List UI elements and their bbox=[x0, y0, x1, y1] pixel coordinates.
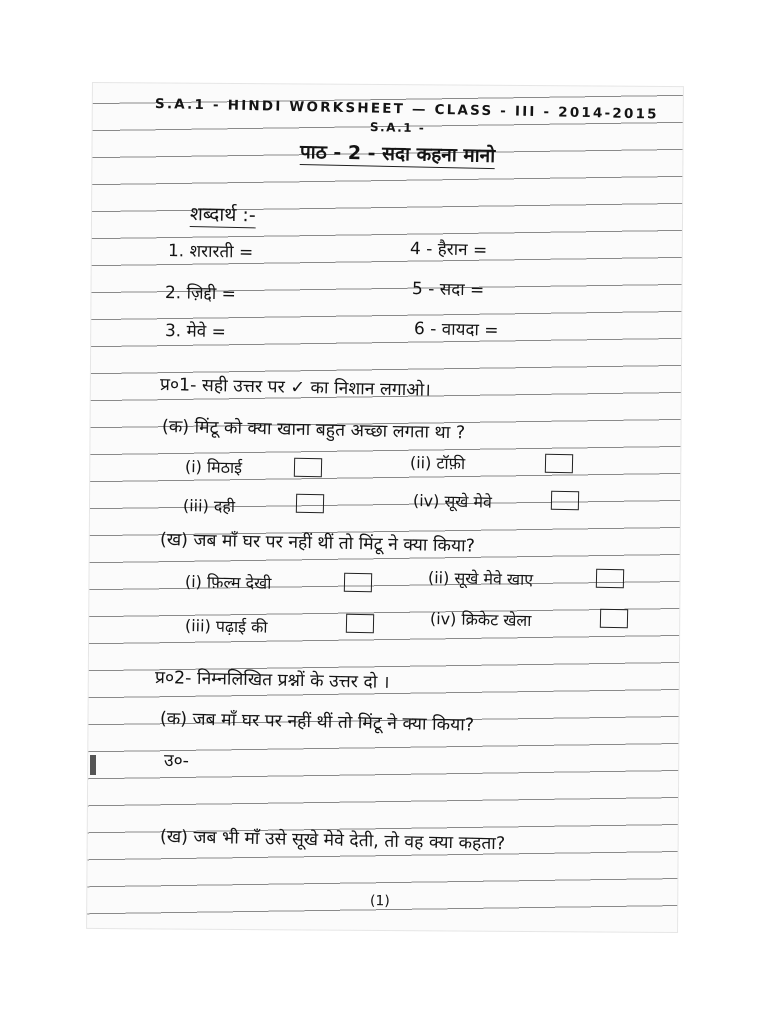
worksheet-title: S.A.1 - HINDI WORKSHEET — CLASS - III - 2014-2015 bbox=[154, 96, 659, 123]
vocab-item-3: 3. मेवे = bbox=[164, 321, 227, 343]
worksheet-subtitle: S.A.1 - bbox=[369, 120, 426, 136]
q2a-question: (क) जब माँ घर पर नहीं थीं तो मिंटू ने क्या किया? bbox=[159, 709, 475, 736]
q2b-question: (ख) जब भी माँ उसे सूखे मेवे देती, तो वह क्या कहता? bbox=[159, 827, 506, 855]
page-number: (1) bbox=[369, 893, 391, 910]
vocab-item-2: 2. ज़िद्दी = bbox=[164, 283, 237, 305]
q1a-option-2: (ii) टॉफ़ी bbox=[409, 453, 466, 474]
q1a-question: (क) मिंटू को क्या खाना बहुत अच्छा लगता था ? bbox=[161, 417, 466, 444]
worksheet-page bbox=[87, 83, 683, 932]
vocab-item-5: 5 - सदा = bbox=[411, 279, 485, 301]
vocab-item-6: 6 - वायदा = bbox=[413, 319, 499, 341]
q1a-checkbox-1[interactable] bbox=[294, 458, 322, 478]
q1b-option-4: (iv) क्रिकेट खेला bbox=[429, 609, 532, 631]
q1b-option-3: (iii) पढ़ाई की bbox=[184, 616, 268, 637]
q1b-option-1: (i) फ़िल्म देखी bbox=[184, 572, 272, 593]
q1-heading: प्र०1- सही उत्तर पर ✓ का निशान लगाओ। bbox=[159, 375, 431, 401]
binding-mark bbox=[90, 755, 96, 775]
q1b-checkbox-2[interactable] bbox=[596, 569, 624, 589]
q1b-question: (ख) जब माँ घर पर नहीं थीं तो मिंटू ने क्या किया? bbox=[159, 530, 476, 557]
q1a-option-4: (iv) सूखे मेवे bbox=[412, 491, 493, 512]
vocab-item-4: 4 - हैरान = bbox=[409, 239, 488, 261]
lesson-title: पाठ - 2 - सदा कहना मानो bbox=[300, 138, 496, 169]
q1a-option-3: (iii) दही bbox=[182, 496, 236, 517]
q1a-checkbox-3[interactable] bbox=[296, 494, 324, 514]
q1b-checkbox-4[interactable] bbox=[600, 609, 628, 629]
q2a-answer-label: उ०- bbox=[163, 751, 190, 772]
q1b-checkbox-1[interactable] bbox=[344, 573, 372, 593]
q1a-checkbox-4[interactable] bbox=[551, 491, 579, 511]
q1a-option-1: (i) मिठाई bbox=[184, 457, 243, 478]
q1b-option-2: (ii) सूखे मेवे खाए bbox=[427, 568, 534, 590]
vocab-heading: शब्दार्थ :- bbox=[190, 200, 256, 228]
vocab-item-1: 1. शरारती = bbox=[167, 241, 254, 263]
q2-heading: प्र०2- निम्नलिखित प्रश्नों के उत्तर दो । bbox=[154, 668, 390, 693]
q1b-checkbox-3[interactable] bbox=[346, 614, 374, 634]
q1a-checkbox-2[interactable] bbox=[545, 454, 573, 474]
